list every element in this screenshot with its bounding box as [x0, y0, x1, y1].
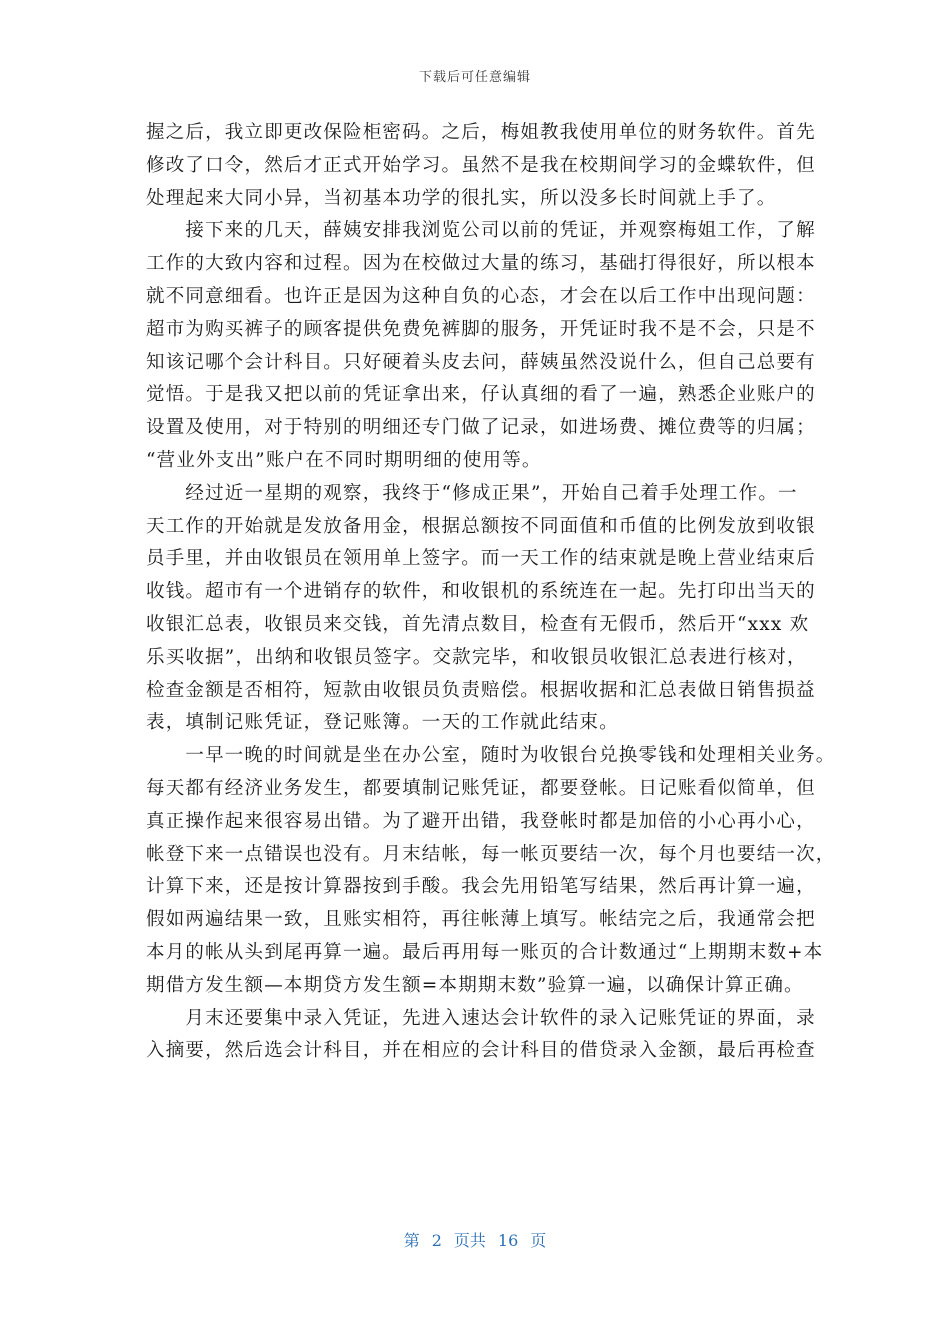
- text-line: 工作的大致内容和过程。因为在校做过大量的练习，基础打得很好，所以根本: [146, 253, 816, 275]
- text-line: 收银汇总表，收银员来交钱，首先清点数目，检查有无假币，然后开“xxx 欢: [146, 613, 810, 635]
- text-line: 入摘要，然后选会计科目，并在相应的会计科目的借贷录入金额，最后再检查: [146, 1040, 816, 1062]
- text-line: 就不同意细看。也许正是因为这种自负的心态，才会在以后工作中出现问题：: [146, 285, 816, 307]
- text-line: 表，填制记账凭证，登记账簿。一天的工作就此结束。: [146, 712, 619, 734]
- page-header: 下载后可任意编辑: [418, 70, 531, 85]
- document-body: [146, 117, 836, 1068]
- text-line: 检查金额是否相符，短款由收银员负责赔偿。根据收据和汇总表做日销售损益: [146, 679, 816, 701]
- text-line: 真正操作起来很容易出错。为了避开出错，我登帐时都是加倍的小心再小心，: [146, 810, 816, 832]
- text-line: 握之后，我立即更改保险柜密码。之后，梅姐教我使用单位的财务软件。首先: [146, 122, 816, 143]
- text-line: 员手里，并由收银员在领用单上签字。而一天工作的结束就是晚上营业结束后: [146, 548, 816, 570]
- text-line: 一早一晚的时间就是坐在办公室，随时为收银台兑换零钱和处理相关业务。: [146, 745, 836, 767]
- text-line: 收钱。超市有一个进销存的软件，和收银机的系统连在一起。先打印出当天的: [146, 581, 816, 603]
- footer-prefix: 第: [403, 1231, 420, 1250]
- text-line: 每天都有经济业务发生，都要填制记账凭证，都要登帐。日记账看似简单，但: [146, 777, 816, 799]
- text-line: 设置及使用，对于特别的明细还专门做了记录，如进场费、摊位费等的归属；: [146, 417, 816, 439]
- text-line: 修改了口令，然后才正式开始学习。虽然不是我在校期间学习的金蝶软件，但: [146, 154, 816, 176]
- text-line: 知该记哪个会计科目。只好硬着头皮去问，薛姨虽然没说什么，但自己总要有: [146, 351, 816, 373]
- text-line: 本月的帐从头到尾再算一遍。最后再用每一账页的合计数通过“上期期末数+本: [146, 941, 824, 963]
- text-line: 超市为购买裤子的顾客提供免费免裤脚的服务，开凭证时我不是不会，只是不: [146, 318, 816, 340]
- text-line: “营业外支出”账户在不同时期明细的使用等。: [146, 449, 542, 471]
- text-line: 月末还要集中录入凭证，先进入速达会计软件的录入记账凭证的界面，录: [146, 1007, 816, 1029]
- text-line: 假如两遍结果一致，且账实相符，再往帐薄上填写。帐结完之后，我通常会把: [146, 909, 816, 931]
- text-line: 计算下来，还是按计算器按到手酸。我会先用铅笔写结果，然后再计算一遍，: [146, 876, 816, 898]
- text-line: 处理起来大同小异，当初基本功学的很扎实，所以没多长时间就上手了。: [146, 187, 777, 209]
- footer-total-pages: 16: [497, 1231, 519, 1250]
- text-line: 乐买收据”，出纳和收银员签字。交款完毕，和收银员收银汇总表进行核对，: [146, 646, 807, 668]
- text-line: 期借方发生额—本期贷方发生额=本期期末数”验算一遍，以确保计算正确。: [146, 974, 804, 996]
- text-line: 天工作的开始就是发放备用金，根据总额按不同面值和币值的比例发放到收银: [146, 515, 816, 537]
- text-line: 帐登下来一点错误也没有。月末结帐，每一帐页要结一次，每个月也要结一次，: [146, 843, 836, 865]
- footer-page-number: 2: [431, 1231, 442, 1250]
- page-footer: [0, 1228, 950, 1251]
- footer-middle: 页共: [453, 1231, 486, 1250]
- text-line: 接下来的几天，薛姨安排我浏览公司以前的凭证，并观察梅姐工作，了解: [146, 220, 816, 242]
- text-line: 觉悟。于是我又把以前的凭证拿出来，仔认真细的看了一遍，熟悉企业账户的: [146, 384, 816, 406]
- text-line: 经过近一星期的观察，我终于“修成正果”，开始自己着手处理工作。一: [146, 482, 798, 504]
- footer-suffix: 页: [530, 1231, 547, 1250]
